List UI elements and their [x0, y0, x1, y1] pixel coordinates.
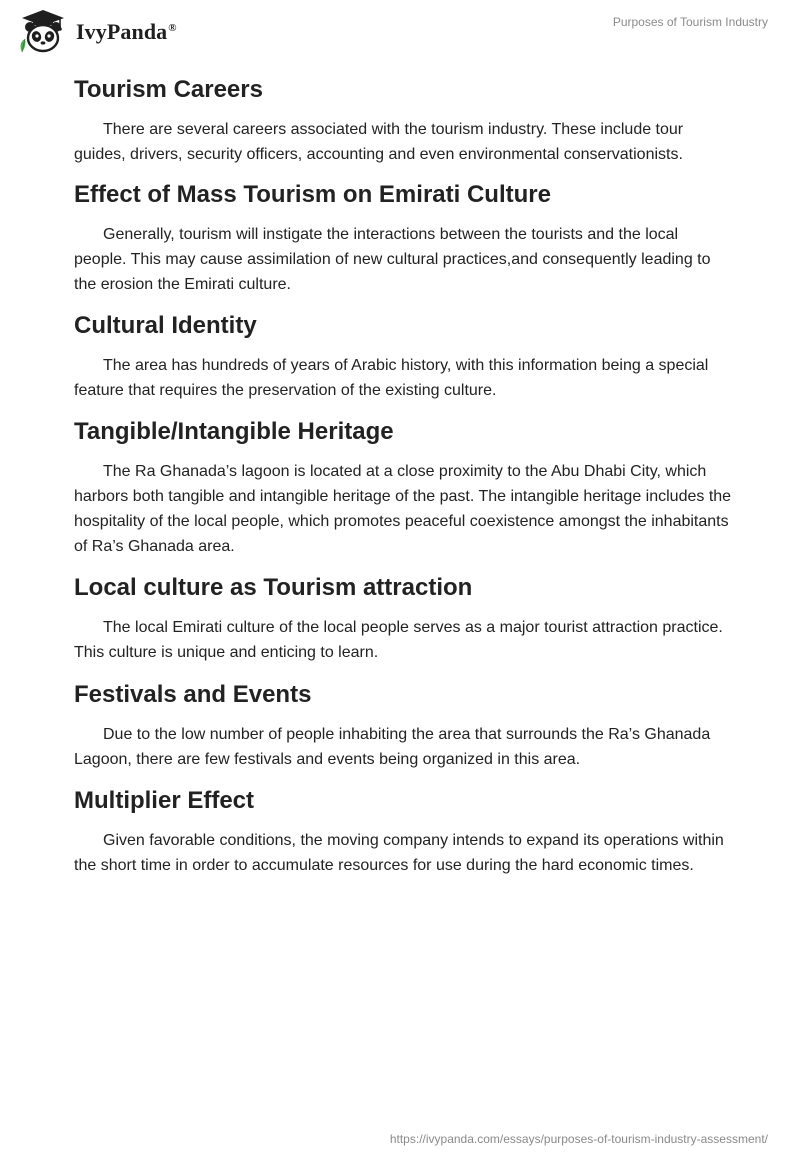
section-heading: Tangible/Intangible Heritage [74, 418, 394, 445]
section-paragraph: Due to the low number of people inhabiting the area that surrounds the Ra’s Ghanada Lagoon, there are few festivals and events being organized in this area. [74, 726, 711, 768]
panda-logo-icon [16, 8, 70, 54]
section-paragraph: Generally, tourism will instigate the interactions between the tourists and the local people. This may cause assimilation of new cultural practices,and consequently leading to the erosion the Emirati culture. [74, 226, 711, 293]
section-festivals-and-events [74, 677, 734, 772]
section-heading: Multiplier Effect [74, 787, 255, 814]
ivypanda-logo[interactable] [16, 8, 177, 54]
logo-wordmark [76, 19, 177, 45]
section-local-culture [74, 570, 734, 665]
section-heading: Local culture as Tourism attraction [74, 574, 473, 601]
logo-text: IvyPanda [76, 19, 168, 44]
registered-mark: ® [168, 21, 177, 34]
section-heading: Festivals and Events [74, 681, 312, 708]
section-effect-of-mass-tourism [74, 177, 734, 297]
document-title: Purposes of Tourism Industry [612, 15, 768, 29]
section-cultural-identity [74, 308, 734, 403]
section-paragraph: Given favorable conditions, the moving company intends to expand its operations within the short time in order to accumulate resources for use during the hard economic times. [74, 832, 724, 874]
section-multiplier-effect [74, 783, 734, 878]
section-heading: Effect of Mass Tourism on Emirati Culture [74, 181, 551, 208]
section-tourism-careers [74, 72, 734, 167]
section-paragraph: The Ra Ghanada’s lagoon is located at a close proximity to the Abu Dhabi City, which harbors both tangible and intangible heritage of the past. The intangible heritage includes the hospitality of the local people, which promotes peaceful coexistence amongst the inhabitants of Ra’s Ghanada area. [74, 463, 732, 555]
section-paragraph: There are several careers associated with the tourism industry. These include tour guides, drivers, security officers, accounting and even environmental conservationists. [74, 121, 684, 163]
section-tangible-intangible-heritage [74, 414, 734, 559]
section-paragraph: The area has hundreds of years of Arabic history, with this information being a special feature that requires the preservation of the existing culture. [74, 357, 709, 399]
section-heading: Tourism Careers [74, 76, 263, 103]
essay-content [74, 70, 734, 878]
page-header [0, 0, 800, 64]
section-heading: Cultural Identity [74, 312, 257, 339]
source-url[interactable]: https://ivypanda.com/essays/purposes-of-tourism-industry-assessment/ [389, 1132, 768, 1146]
section-paragraph: The local Emirati culture of the local people serves as a major tourist attraction practice. This culture is unique and enticing to learn. [74, 619, 723, 661]
